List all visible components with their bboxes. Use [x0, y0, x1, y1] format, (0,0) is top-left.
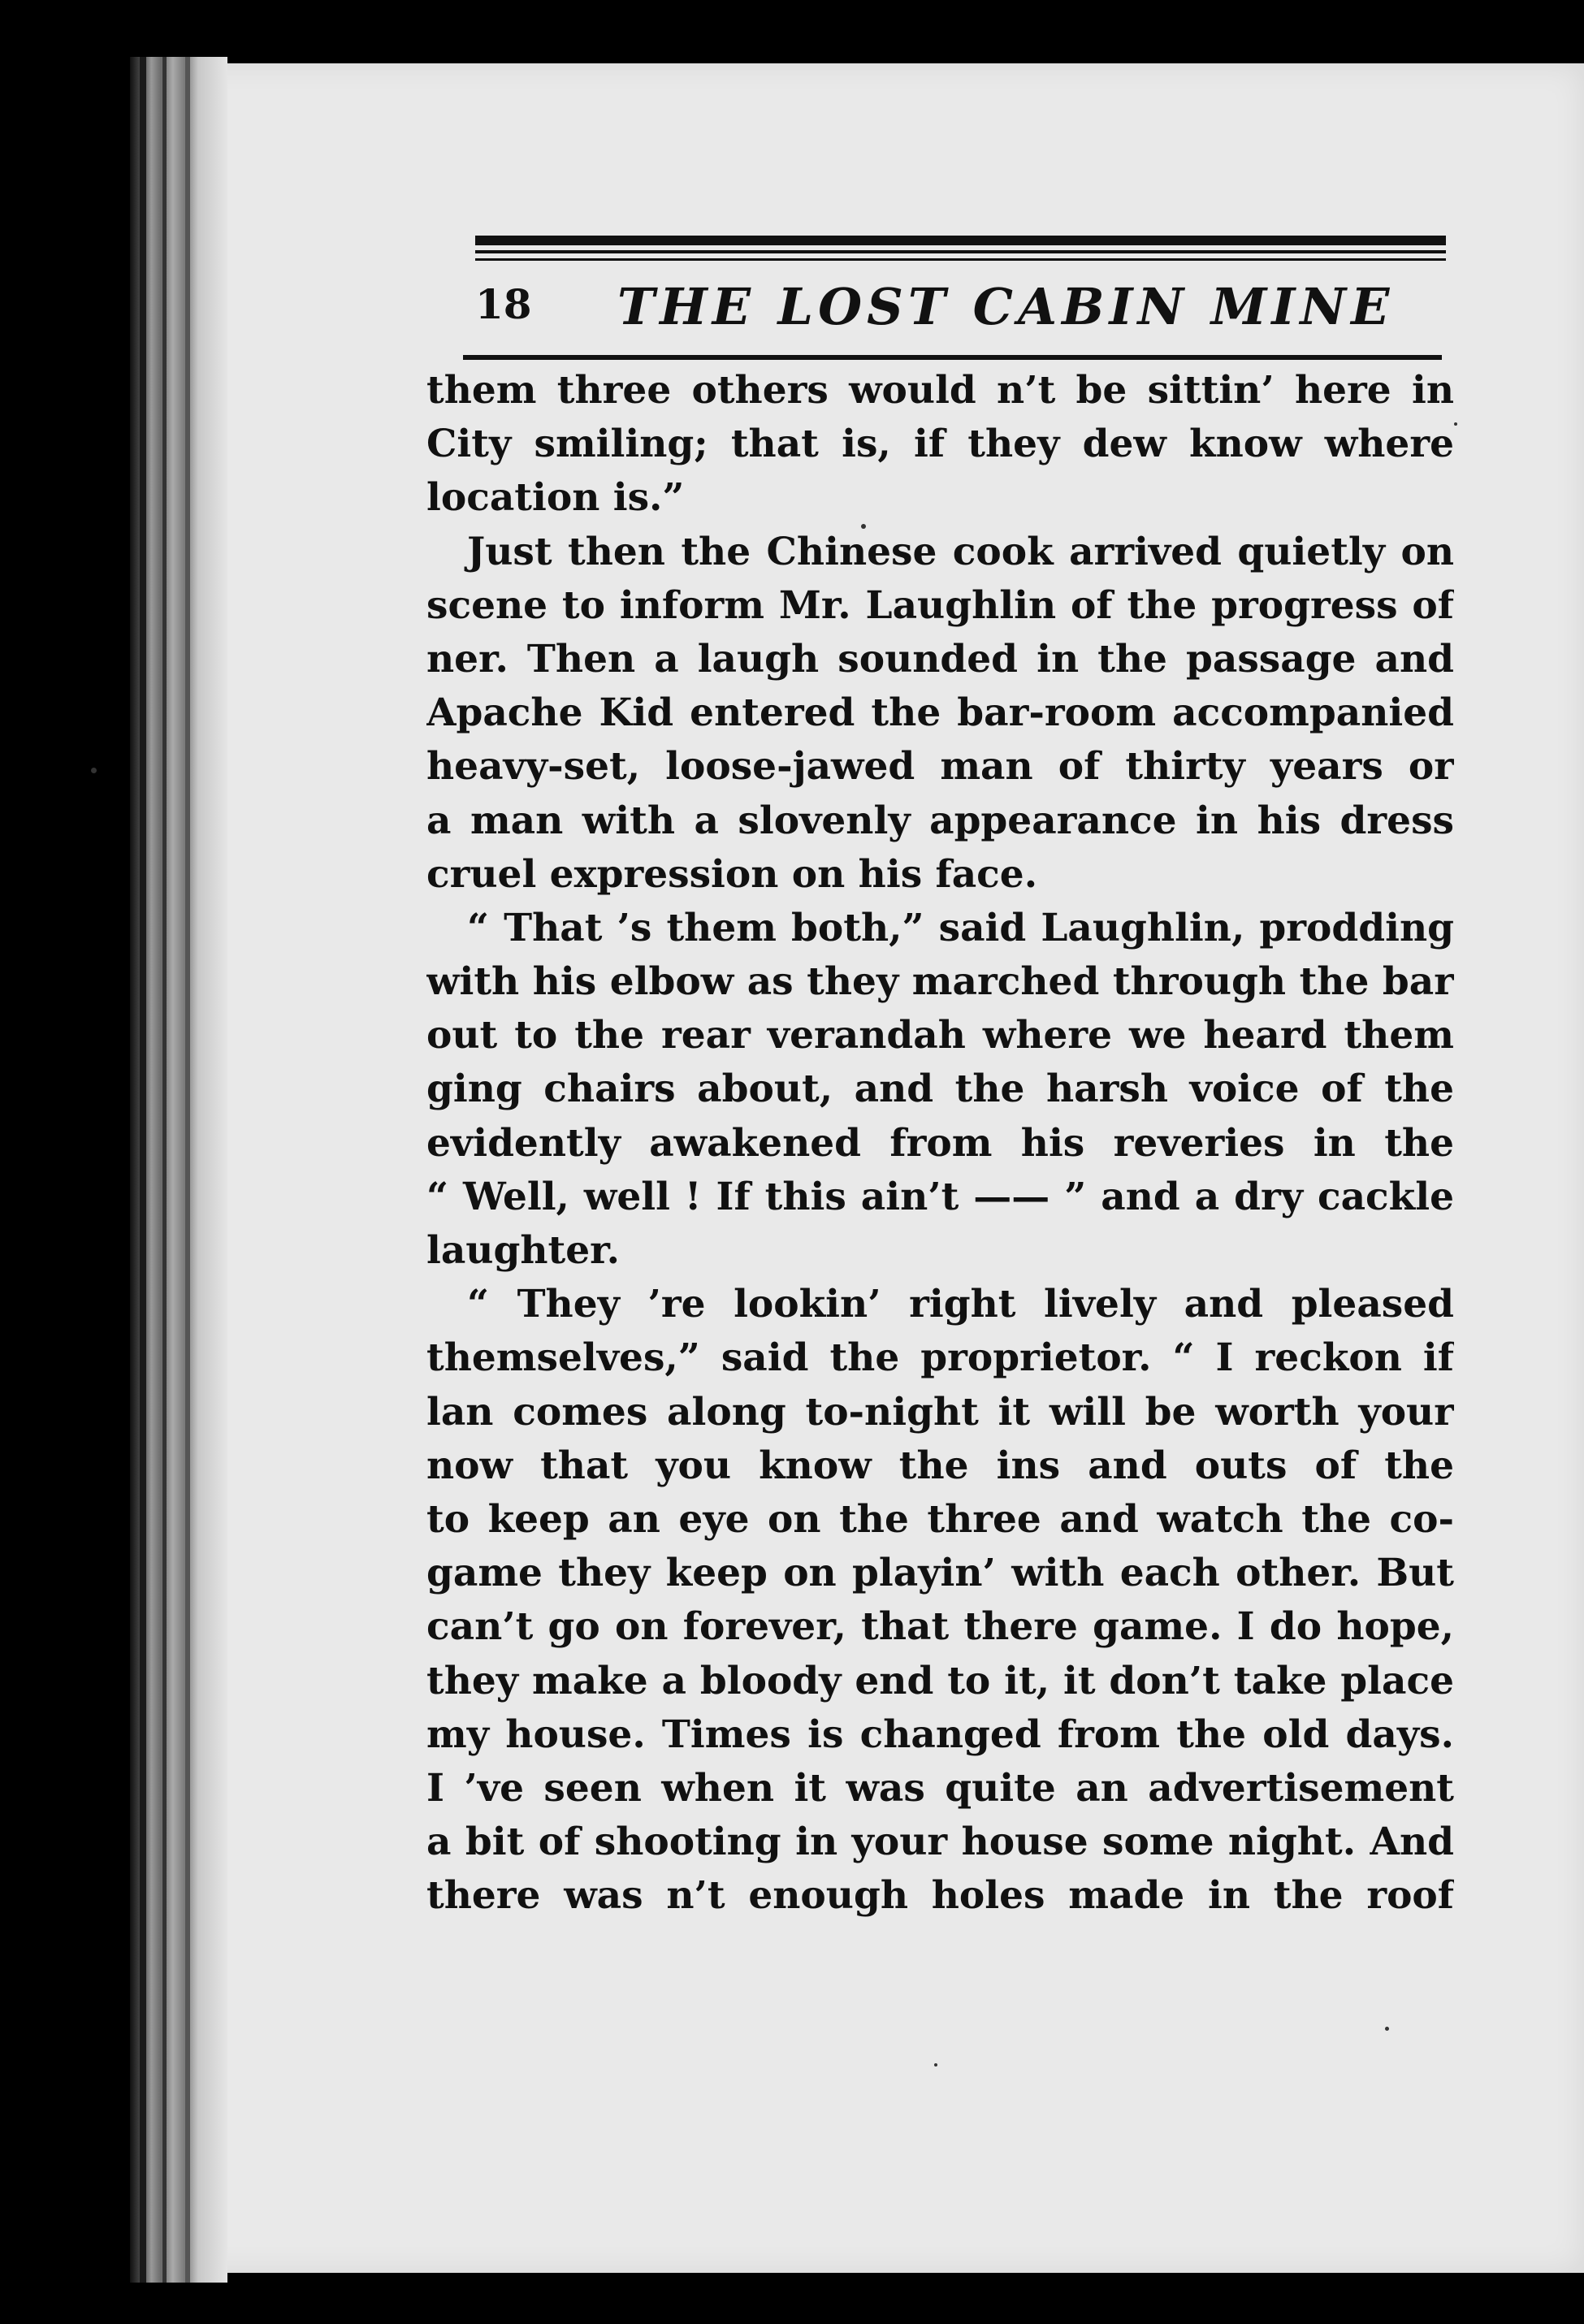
text-line: can’t go on forever, that there game. I do hope,: [426, 1604, 1454, 1650]
text-line: a bit of shooting in your house some night. And: [426, 1820, 1454, 1865]
text-line: ner. Then a laugh sounded in the passage and: [426, 636, 1454, 682]
text-line: “ They ’re lookin’ right lively and pleased: [467, 1282, 1454, 1327]
page-header: [475, 277, 1450, 345]
text-line: they make a bloody end to it, it don’t take place: [426, 1658, 1454, 1703]
running-title: THE LOST CABIN MINE: [617, 277, 1395, 336]
text-line: with his elbow as they marched through the bar: [426, 959, 1454, 1005]
header-rule-thin: [475, 258, 1446, 261]
text-line: to keep an eye on the three and watch the co-: [426, 1496, 1454, 1542]
text-line: themselves,” said the proprietor. “ I reckon if: [426, 1335, 1454, 1381]
text-line: them three others would n’t be sittin’ here in: [426, 368, 1454, 413]
text-line: there was n’t enough holes made in the roof: [426, 1873, 1454, 1919]
text-line: my house. Times is changed from the old days.: [426, 1712, 1454, 1757]
text-line: “ That ’s them both,” said Laughlin, prodding: [467, 905, 1454, 950]
text-line: game they keep on playin’ with each other. But: [426, 1551, 1454, 1596]
text-line: now that you know the ins and outs of the: [426, 1443, 1454, 1488]
text-line: I ’ve seen when it was quite an advertisement: [426, 1765, 1454, 1811]
text-line: heavy-set, loose-jawed man of thirty years or: [426, 744, 1454, 790]
header-underline-rule: [463, 355, 1442, 360]
text-line: “ Well, well ! If this ain’t —— ” and a dry cackle: [426, 1174, 1454, 1219]
binding-shadow-line: [185, 57, 190, 2283]
text-line: Apache Kid entered the bar-room accompanied: [426, 690, 1454, 736]
body-text: [426, 364, 1454, 1923]
page-number: 18: [475, 280, 532, 328]
text-line: ging chairs about, and the harsh voice of the: [426, 1067, 1454, 1112]
text-line: City smiling; that is, if they dew know where: [426, 422, 1454, 467]
header-rule-thick: [475, 236, 1446, 245]
text-line: out to the rear verandah where we heard them: [426, 1013, 1454, 1058]
binding-shadow-line: [140, 57, 146, 2283]
header-rule-thin: [475, 250, 1446, 253]
binding-shadow-line: [162, 57, 167, 2283]
text-line: location is.”: [426, 475, 685, 521]
text-line: laughter.: [426, 1228, 620, 1273]
text-line: scene to inform Mr. Laughlin of the progress of: [426, 582, 1454, 628]
text-line: a man with a slovenly appearance in his dress: [426, 798, 1454, 843]
text-line: Just then the Chinese cook arrived quietly on: [467, 529, 1454, 574]
text-line: evidently awakened from his reveries in the: [426, 1120, 1454, 1166]
text-line: cruel expression on his face.: [426, 851, 1038, 897]
text-line: lan comes along to-night it will be worth your: [426, 1389, 1454, 1435]
